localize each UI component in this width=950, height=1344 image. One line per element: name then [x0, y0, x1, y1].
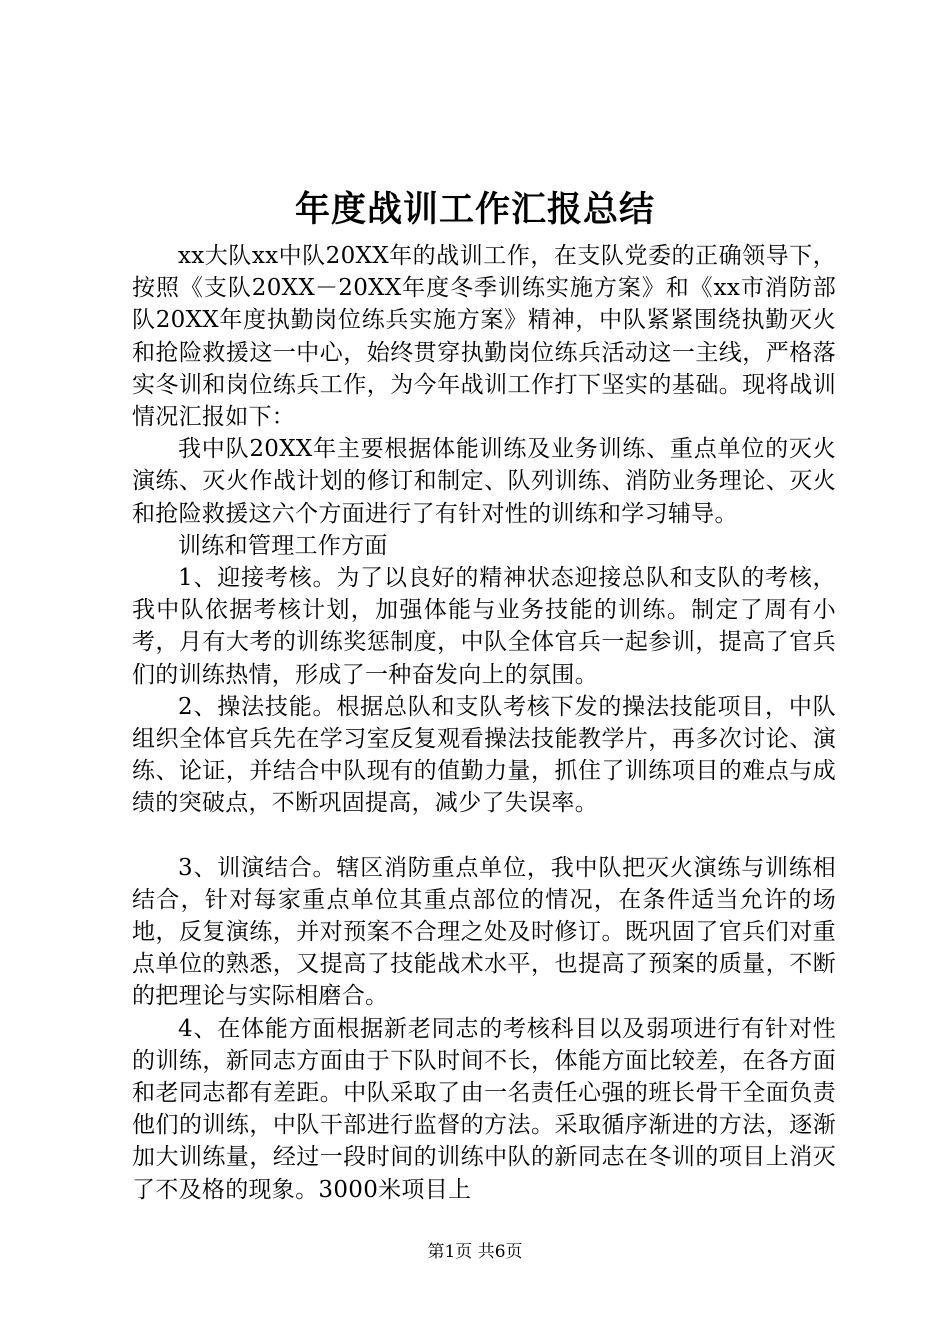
- page-number-footer: 第1页 共6页: [427, 1242, 523, 1262]
- document-title: 年度战训工作汇报总结: [294, 189, 655, 230]
- paragraph-item-3: 3、训演结合。辖区消防重点单位，我中队把灭火演练与训练相结合，针对每家重点单位其重点部位的情况，在条件适当允许的场地，反复演练，并对预案不合理之处及时修订。既巩固了官兵们对重点单位的熟悉，又提高了技能战术水平，也提高了预案的质量，不断的把理论与实际相磨合。: [132, 854, 836, 1010]
- document-body: [132, 240, 836, 1206]
- section-heading: 训练和管理工作方面: [178, 532, 388, 559]
- paragraph-intro: xx大队xx中队20XX年的战训工作，在支队党委的正确领导下，按照《支队20XX－20XX年度冬季训练实施方案》和《xx市消防部队20XX年度执勤岗位练兵实施方案》精神，中队紧紧围绕执勤灭火和抢险救援这一中心，始终贯穿执勤岗位练兵活动这一主线，严格落实冬训和岗位练兵工作，为今年战训工作打下坚实的基础。现将战训情况汇报如下：: [132, 243, 836, 431]
- paragraph-overview: 我中队20XX年主要根据体能训练及业务训练、重点单位的灭火演练、灭火作战计划的修订和制定、队列训练、消防业务理论、灭火和抢险救援这六个方面进行了有针对性的训练和学习辅导。: [132, 436, 836, 527]
- paragraph-item-2: 2、操法技能。根据总队和支队考核下发的操法技能项目，中队组织全体官兵先在学习室反复观看操法技能教学片，再多次讨论、演练、论证，并结合中队现有的值勤力量，抓住了训练项目的难点与成绩的突破点，不断巩固提高，减少了失误率。: [132, 693, 836, 817]
- paragraph-item-4: 4、在体能方面根据新老同志的考核科目以及弱项进行有针对性的训练，新同志方面由于下队时间不长，体能方面比较差，在各方面和老同志都有差距。中队采取了由一名责任心强的班长骨干全面负责他们的训练，中队干部进行监督的方法。采取循序渐进的方法，逐渐加大训练量，经过一段时间的训练中队的新同志在冬训的项目上消灭了不及格的现象。3000米项目上: [132, 1015, 836, 1203]
- paragraph-item-1: 1、迎接考核。为了以良好的精神状态迎接总队和支队的考核，我中队依据考核计划，加强体能与业务技能的训练。制定了周有小考，月有大考的训练奖惩制度，中队全体官兵一起参训，提高了官兵们的训练热情，形成了一种奋发向上的氛围。: [132, 565, 836, 688]
